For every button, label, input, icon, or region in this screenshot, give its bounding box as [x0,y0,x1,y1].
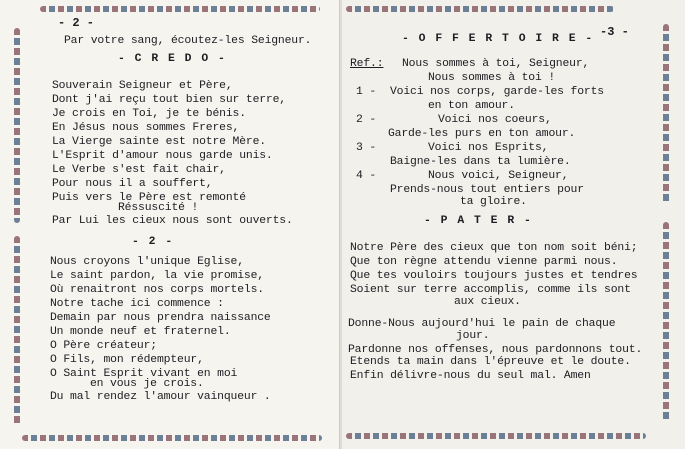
prayer-line: jour. [456,330,490,342]
verse-line: Nous voici, Seigneur, [428,170,569,182]
verse-line: Voici nos coeurs, [438,114,552,126]
verse-line: en vous je crois. [90,378,204,390]
verse-line: Nous croyons l'unique Eglise, [50,256,244,268]
prayer-line: Notre Père des cieux que ton nom soit béni; [350,242,638,254]
verse-line: en ton amour. [428,100,515,112]
prayer-line: Donne-Nous aujourd'hui le pain de chaque [348,318,616,330]
prayer-line: aux cieux. [454,296,521,308]
verse-line: Garde-les purs en ton amour. [388,128,576,140]
top-ribbon-border [346,6,614,12]
verse-line: O Fils, mon rédempteur, [50,354,204,366]
prayer-line: Que ton règne attendu vienne parmi nous. [350,256,618,268]
verse-number: - 2 - [132,236,174,248]
credo-title: - C R E D O - [118,53,227,65]
prayer-line: Etends ta main dans l'épreuve et le doute. [350,356,631,368]
verse-line: L'Esprit d'amour nous garde unis. [52,150,273,162]
prayer-line: Pardonne nos offenses, nous pardonnons tout. [348,344,643,356]
left-ribbon-border-lower [14,236,20,426]
left-ribbon-border-upper [14,28,20,223]
page-number: -3 - [600,25,629,39]
verse-line: Dont j'ai reçu tout bien sur terre, [52,94,286,106]
verse-line: Où renaitront nos corps mortels. [50,284,264,296]
verse-label: 2 - [356,114,377,126]
left-page [0,0,340,449]
intro-line: Par votre sang, écoutez-les Seigneur. [64,35,312,47]
right-ribbon-border-upper [663,24,669,204]
bottom-ribbon-border [346,433,646,439]
verse-line: Réssuscité ! [118,202,199,214]
verse-line: Demain par nous prendra naissance [50,312,271,324]
verse-line: ta gloire. [460,196,527,208]
verse-line: Par Lui les cieux nous sont ouverts. [52,215,293,227]
page-number: - 2 - [58,16,95,30]
offertoire-title: - O F F E R T O I R E - [402,33,594,45]
bottom-ribbon-border [22,435,322,441]
verse-line: Pour nous il a souffert, [52,178,213,190]
verse-line: Puis vers le Père est remonté [52,192,246,204]
right-page [342,0,685,449]
verse-line: Notre tache ici commence : [50,298,224,310]
prayer-line: Enfin délivre-nous du seul mal. Amen [350,370,591,382]
verse-line: Voici nos corps, garde-les forts [390,86,604,98]
verse-label: 1 - [356,86,377,98]
verse-line: Je crois en Toi, je te bénis. [52,108,246,120]
verse-line: Prends-nous tout entiers pour [390,184,584,196]
verse-label: 4 - [356,170,377,182]
pater-title: - P A T E R - [424,215,533,227]
verse-line: Un monde neuf et fraternel. [50,326,231,338]
verse-line: O Saint Esprit vivant en moi [50,368,238,380]
top-ribbon-border [40,6,320,12]
verse-line: Nous sommes à toi ! [428,72,556,84]
verse-line: O Père créateur; [50,340,157,352]
verse-line: Souverain Seigneur et Père, [52,80,233,92]
verse-line: Le saint pardon, la vie promise, [50,270,264,282]
verse-line: En Jésus nous sommes Freres, [52,122,240,134]
verse-line: Le Verbe s'est fait chair, [52,164,226,176]
refrain-label: Ref.: [350,58,384,70]
prayer-line: Que tes vouloirs toujours justes et tendres [350,270,638,282]
right-ribbon-border-lower [663,222,669,422]
prayer-line: Soient sur terre accomplis, comme ils sont [350,284,631,296]
verse-line: Du mal rendez l'amour vainqueur . [50,391,271,403]
verse-line: La Vierge sainte est notre Mère. [52,136,266,148]
verse-line: Nous sommes à toi, Seigneur, [402,58,590,70]
verse-line: Baigne-les dans ta lumière. [390,156,571,168]
verse-line: Voici nos Esprits, [428,142,549,154]
verse-label: 3 - [356,142,377,154]
